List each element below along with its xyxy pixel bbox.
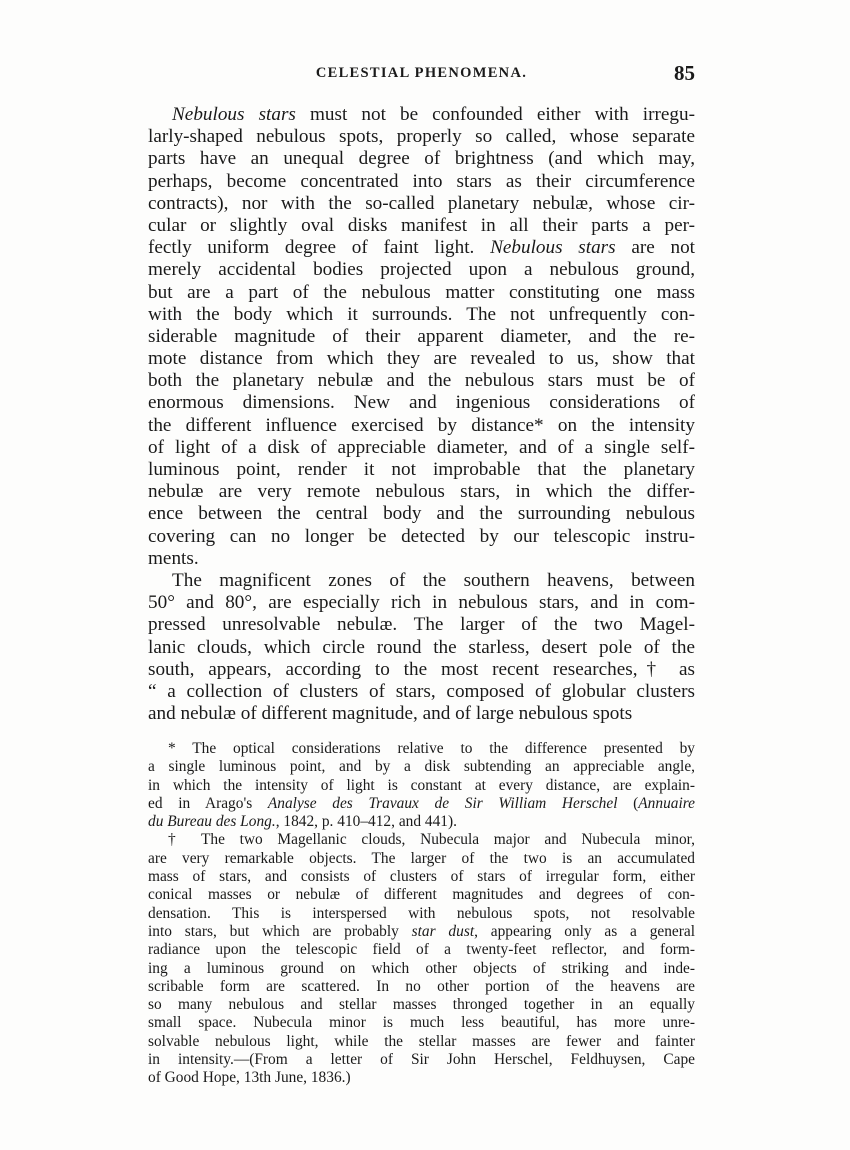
- footnote-line: [148, 1014, 695, 1032]
- text-run: † The two Magellanic clouds, Nubecula major and Nubecula minor,: [168, 831, 695, 849]
- body-line: [148, 370, 695, 392]
- footnote-line: [148, 1051, 695, 1069]
- text-run: ments.: [148, 547, 199, 569]
- text-run: solvable nebulous light, while the stellar masses are fewer and fainter: [148, 1032, 695, 1050]
- text-run: * The optical considerations relative to the difference presented by: [168, 740, 695, 757]
- italic-run: Nebulous stars: [172, 104, 296, 125]
- text-run: ed in Arago's: [148, 794, 268, 812]
- text-run: “ a collection of clusters of stars, composed of globular clusters: [148, 680, 695, 702]
- body-line: [148, 148, 695, 170]
- footnote-line: [148, 813, 695, 831]
- text-run: (: [617, 794, 639, 812]
- text-run: covering can no longer be detected by our telescopic instru-: [148, 525, 695, 547]
- text-run: but are a part of the nebulous matter constituting one mass: [148, 281, 695, 303]
- text-run: a single luminous point, and by a disk subtending an appreciable angle,: [148, 758, 695, 776]
- body-line: [148, 503, 695, 525]
- body-line: [148, 304, 695, 326]
- text-run: mass of stars, and consists of clusters of stars of irregular form, either: [148, 868, 695, 886]
- text-run: perhaps, become concentrated into stars as their circumference: [148, 170, 695, 192]
- body-line: [148, 526, 695, 548]
- text-run: the different influence exercised by distance* on the intensity: [148, 414, 695, 436]
- running-title: CELESTIAL PHENOMENA.: [315, 65, 528, 81]
- italic-run: star dust: [411, 922, 475, 940]
- footnote-line: [148, 941, 695, 959]
- page-number: 85: [674, 61, 695, 85]
- footnote-line: [148, 905, 695, 923]
- footnote-line: [148, 758, 695, 776]
- body-line: [148, 282, 695, 304]
- text-run: siderable magnitude of their apparent diameter, and the re-: [148, 325, 695, 347]
- text-run: south, appears, according to the most recent researches,† as: [148, 658, 695, 680]
- italic-run: Analyse des Travaux de Sir William Herschel: [267, 794, 618, 812]
- body-line: [148, 193, 695, 215]
- footnote-line: [148, 960, 695, 978]
- body-line: [148, 437, 695, 459]
- footnotes: [148, 740, 695, 1088]
- footnote-line: [148, 850, 695, 868]
- body-line: [148, 104, 695, 126]
- text-run: radiance upon the telescopic field of a twenty-feet reflector, and form-: [148, 941, 695, 959]
- text-run: contracts), nor with the so-called planetary nebulæ, whose cir-: [148, 192, 695, 214]
- footnote-line: [148, 831, 695, 849]
- text-run: both the planetary nebulæ and the nebulous stars must be of: [148, 370, 695, 392]
- text-run: mote distance from which they are revealed to us, show that: [148, 348, 695, 370]
- text-run: of light of a disk of appreciable diameter, and of a single self-: [148, 436, 695, 458]
- text-run: larly-shaped nebulous spots, properly so called, whose separate: [148, 126, 695, 148]
- italic-run: Annuaire: [638, 794, 695, 812]
- text-run: ing a luminous ground on which other objects of striking and inde-: [148, 959, 695, 977]
- body-line: [148, 659, 695, 681]
- text-run: parts have an unequal degree of brightness (and which may,: [148, 148, 695, 170]
- body-line: [148, 637, 695, 659]
- footnote-line: [148, 886, 695, 904]
- text-run: merely accidental bodies projected upon a nebulous ground,: [148, 259, 695, 281]
- footnote-line: [148, 868, 695, 886]
- italic-run: Nebulous stars: [490, 237, 616, 259]
- body-line: [148, 326, 695, 348]
- footnote-line: [148, 923, 695, 941]
- italic-run: du Bureau des Long.: [148, 813, 276, 831]
- body-line: [148, 259, 695, 281]
- text-run: enormous dimensions. New and ingenious considerations of: [148, 392, 695, 414]
- footnote-line: [148, 1033, 695, 1051]
- text-run: in intensity.—(From a letter of Sir John Herschel, Feldhuysen, Cape: [148, 1051, 695, 1069]
- text-run: nebulæ are very remote nebulous stars, in which the differ-: [148, 481, 695, 503]
- footnote-line: [148, 740, 695, 758]
- text-run: so many nebulous and stellar masses thronged together in an equally: [148, 996, 695, 1014]
- body-line: [148, 614, 695, 636]
- text-run: , 1842, p. 410–412, and 441).: [275, 813, 457, 831]
- text-run: must not be confounded either with irregu-: [295, 104, 695, 125]
- body-line: [148, 570, 695, 592]
- footnote-line: [148, 795, 695, 813]
- body-line: [148, 348, 695, 370]
- body-line: [148, 237, 695, 259]
- text-run: 50° and 80°, are especially rich in nebulous stars, and in com-: [148, 592, 695, 614]
- text-run: ence between the central body and the surrounding nebulous: [148, 503, 695, 525]
- text-run: of Good Hope, 13th June, 1836.): [148, 1069, 351, 1087]
- body-text: [148, 104, 695, 726]
- text-run: and nebulæ of different magnitude, and of large nebulous spots: [148, 703, 633, 725]
- text-run: densation. This is interspersed with nebulous spots, not resolvable: [148, 904, 695, 922]
- body-line: [148, 415, 695, 437]
- text-run: cular or slightly oval disks manifest in all their parts a per-: [148, 214, 695, 236]
- body-line: [148, 171, 695, 193]
- body-line: [148, 481, 695, 503]
- text-run: fectly uniform degree of faint light.: [148, 237, 491, 259]
- text-run: scribable form are scattered. In no other portion of the heavens are: [148, 977, 695, 995]
- body-line: [148, 126, 695, 148]
- body-line: [148, 703, 695, 725]
- body-line: [148, 215, 695, 237]
- running-head: [148, 62, 695, 86]
- body-line: [148, 681, 695, 703]
- text-run: lanic clouds, which circle round the starless, desert pole of the: [148, 636, 695, 658]
- body-line: [148, 392, 695, 414]
- text-run: with the body which it surrounds. The not unfrequently con-: [148, 303, 695, 325]
- text-run: , appearing only as a general: [474, 922, 695, 940]
- text-run: are very remarkable objects. The larger of the two is an accumulated: [148, 849, 695, 867]
- body-line: [148, 592, 695, 614]
- text-run: conical masses or nebulæ of different magnitudes and degrees of con-: [148, 886, 695, 904]
- body-line: [148, 548, 695, 570]
- text-run: pressed unresolvable nebulæ. The larger of the two Magel-: [148, 614, 695, 636]
- text-run: luminous point, render it not improbable that the planetary: [148, 459, 695, 480]
- text-run: in which the intensity of light is constant at every distance, are explain-: [148, 776, 695, 794]
- footnote-line: [148, 1069, 695, 1087]
- footnote-line: [148, 978, 695, 996]
- footnote-line: [148, 996, 695, 1014]
- body-line: [148, 459, 695, 481]
- text-run: small space. Nubecula minor is much less beautiful, has more unre-: [148, 1014, 695, 1032]
- text-run: are not: [615, 237, 695, 259]
- text-run: The magnificent zones of the southern heavens, between: [172, 569, 695, 591]
- footnote-line: [148, 777, 695, 795]
- text-run: into stars, but which are probably: [148, 922, 412, 940]
